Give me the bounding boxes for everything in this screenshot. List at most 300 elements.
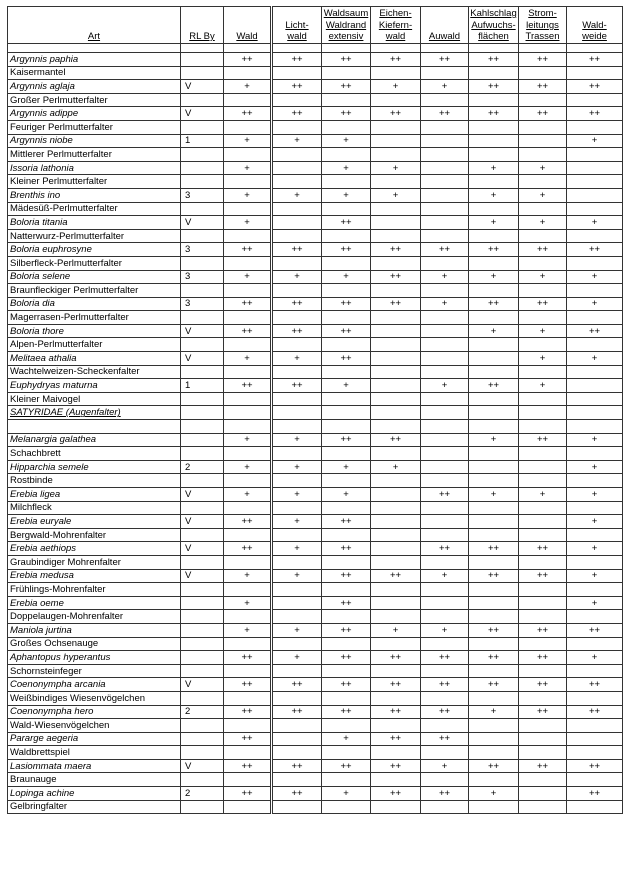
habitat-rating: + xyxy=(469,488,519,502)
habitat-rating: ++ xyxy=(322,759,371,773)
habitat-rating: + xyxy=(322,787,371,801)
habitat-rating: ++ xyxy=(469,651,519,665)
habitat-rating xyxy=(421,188,469,202)
habitat-rating: ++ xyxy=(224,787,272,801)
table-row xyxy=(8,188,623,202)
habitat-rating: + xyxy=(272,433,322,447)
table-body-satyridae xyxy=(8,433,623,814)
habitat-rating: ++ xyxy=(519,569,567,583)
habitat-rating: + xyxy=(322,161,371,175)
habitat-rating xyxy=(421,134,469,148)
habitat-rating xyxy=(469,352,519,366)
species-scientific-name: Erebia medusa xyxy=(8,569,181,583)
species-common-name: Kleiner Maivogel xyxy=(8,392,181,406)
red-list-status: V xyxy=(181,515,224,529)
habitat-rating: + xyxy=(567,352,623,366)
habitat-rating: ++ xyxy=(371,297,421,311)
species-scientific-name: Pararge aegeria xyxy=(8,732,181,746)
habitat-rating: + xyxy=(421,80,469,94)
habitat-rating: + xyxy=(421,569,469,583)
table-row-common xyxy=(8,746,623,760)
table-row xyxy=(8,270,623,284)
habitat-rating xyxy=(421,596,469,610)
habitat-rating: + xyxy=(469,216,519,230)
species-common-name: Alpen-Perlmutterfalter xyxy=(8,338,181,352)
habitat-rating xyxy=(519,134,567,148)
habitat-rating: + xyxy=(272,651,322,665)
habitat-rating: ++ xyxy=(421,107,469,121)
species-common-name: Mittlerer Perlmutterfalter xyxy=(8,148,181,162)
table-row xyxy=(8,759,623,773)
habitat-rating: + xyxy=(567,433,623,447)
habitat-rating: + xyxy=(567,270,623,284)
family-label: SATYRIDAE (Augenfalter) xyxy=(8,406,181,420)
habitat-rating xyxy=(567,379,623,393)
red-list-status: 3 xyxy=(181,297,224,311)
species-common-name: Frühlings-Mohrenfalter xyxy=(8,583,181,597)
species-common-name: Graubindiger Mohrenfalter xyxy=(8,555,181,569)
habitat-rating: + xyxy=(272,623,322,637)
habitat-rating xyxy=(272,216,322,230)
habitat-rating: ++ xyxy=(322,107,371,121)
table-row xyxy=(8,80,623,94)
habitat-rating: ++ xyxy=(519,53,567,67)
habitat-rating: ++ xyxy=(322,623,371,637)
table-row xyxy=(8,107,623,121)
habitat-rating: ++ xyxy=(272,759,322,773)
habitat-rating: + xyxy=(224,216,272,230)
habitat-rating xyxy=(371,596,421,610)
habitat-rating: ++ xyxy=(421,243,469,257)
habitat-rating: + xyxy=(224,161,272,175)
habitat-rating: ++ xyxy=(469,569,519,583)
family-row xyxy=(8,406,623,420)
habitat-rating: ++ xyxy=(519,678,567,692)
habitat-rating: ++ xyxy=(469,243,519,257)
species-scientific-name: Argynnis paphia xyxy=(8,53,181,67)
table-row xyxy=(8,161,623,175)
habitat-rating: + xyxy=(567,515,623,529)
habitat-rating: + xyxy=(224,569,272,583)
habitat-rating: + xyxy=(567,596,623,610)
species-common-name: Schornsteinfeger xyxy=(8,664,181,678)
table-row xyxy=(8,488,623,502)
table-row-common xyxy=(8,447,623,461)
table-row-common xyxy=(8,719,623,733)
habitat-rating: ++ xyxy=(519,297,567,311)
species-scientific-name: Aphantopus hyperantus xyxy=(8,651,181,665)
habitat-rating: ++ xyxy=(371,651,421,665)
habitat-rating: ++ xyxy=(224,515,272,529)
habitat-rating: ++ xyxy=(224,324,272,338)
habitat-rating: ++ xyxy=(322,80,371,94)
habitat-rating: + xyxy=(519,379,567,393)
header-saum: Waldrand extensiv xyxy=(322,20,371,44)
habitat-rating: + xyxy=(272,460,322,474)
table-row-common xyxy=(8,284,623,298)
habitat-rating xyxy=(371,488,421,502)
habitat-rating: + xyxy=(371,80,421,94)
red-list-status: 3 xyxy=(181,243,224,257)
habitat-rating: ++ xyxy=(224,542,272,556)
habitat-rating: ++ xyxy=(519,433,567,447)
habitat-rating: + xyxy=(322,134,371,148)
habitat-rating: ++ xyxy=(272,107,322,121)
table-row-common xyxy=(8,311,623,325)
header-licht: Licht- wald xyxy=(272,20,322,44)
habitat-rating: + xyxy=(224,188,272,202)
habitat-rating: ++ xyxy=(567,787,623,801)
habitat-rating: + xyxy=(469,433,519,447)
habitat-rating xyxy=(371,379,421,393)
red-list-status xyxy=(181,596,224,610)
species-common-name: Wald-Wiesenvögelchen xyxy=(8,719,181,733)
habitat-rating: ++ xyxy=(322,678,371,692)
species-scientific-name: Coenonympha hero xyxy=(8,705,181,719)
habitat-rating: ++ xyxy=(519,705,567,719)
habitat-rating: ++ xyxy=(224,705,272,719)
habitat-rating xyxy=(272,732,322,746)
habitat-rating xyxy=(371,515,421,529)
habitat-rating: ++ xyxy=(322,515,371,529)
habitat-rating xyxy=(567,188,623,202)
table-row xyxy=(8,569,623,583)
header-wald: Wald xyxy=(224,20,272,44)
habitat-rating: + xyxy=(272,542,322,556)
habitat-rating: ++ xyxy=(567,53,623,67)
habitat-rating: ++ xyxy=(224,379,272,393)
habitat-rating: + xyxy=(519,352,567,366)
habitat-rating: ++ xyxy=(519,623,567,637)
habitat-rating: + xyxy=(567,569,623,583)
habitat-rating: ++ xyxy=(272,787,322,801)
habitat-rating: + xyxy=(272,270,322,284)
habitat-rating: + xyxy=(272,188,322,202)
habitat-rating: ++ xyxy=(371,678,421,692)
habitat-rating: ++ xyxy=(567,705,623,719)
species-scientific-name: Lasiommata maera xyxy=(8,759,181,773)
table-row xyxy=(8,216,623,230)
habitat-rating: ++ xyxy=(469,759,519,773)
habitat-rating xyxy=(567,732,623,746)
header-kahl-top: Kahlschlag xyxy=(470,8,517,19)
red-list-status: V xyxy=(181,759,224,773)
habitat-rating: ++ xyxy=(371,787,421,801)
species-scientific-name: Erebia aethiops xyxy=(8,542,181,556)
habitat-rating: ++ xyxy=(567,324,623,338)
habitat-rating: + xyxy=(421,759,469,773)
table-row-common xyxy=(8,256,623,270)
species-common-name: Schachbrett xyxy=(8,447,181,461)
habitat-rating: ++ xyxy=(519,80,567,94)
species-scientific-name: Boloria euphrosyne xyxy=(8,243,181,257)
habitat-rating: + xyxy=(224,623,272,637)
habitat-rating: + xyxy=(322,732,371,746)
species-scientific-name: Hipparchia semele xyxy=(8,460,181,474)
table-row-common xyxy=(8,501,623,515)
habitat-rating: ++ xyxy=(272,53,322,67)
habitat-rating: ++ xyxy=(371,569,421,583)
species-common-name: Großes Ochsenauge xyxy=(8,637,181,651)
habitat-rating: + xyxy=(371,188,421,202)
red-list-status: V xyxy=(181,542,224,556)
habitat-rating: ++ xyxy=(272,243,322,257)
species-scientific-name: Euphydryas maturna xyxy=(8,379,181,393)
habitat-rating: + xyxy=(224,270,272,284)
habitat-rating: + xyxy=(371,460,421,474)
species-common-name: Kaisermantel xyxy=(8,66,181,80)
table-row xyxy=(8,297,623,311)
habitat-rating: + xyxy=(519,188,567,202)
habitat-rating: ++ xyxy=(421,678,469,692)
habitat-rating: ++ xyxy=(322,53,371,67)
habitat-rating xyxy=(519,515,567,529)
habitat-rating: + xyxy=(224,352,272,366)
species-common-name: Feuriger Perlmutterfalter xyxy=(8,120,181,134)
habitat-rating: ++ xyxy=(224,651,272,665)
habitat-rating: + xyxy=(272,569,322,583)
red-list-status: V xyxy=(181,569,224,583)
table-row xyxy=(8,352,623,366)
habitat-rating: ++ xyxy=(371,107,421,121)
habitat-rating: ++ xyxy=(567,759,623,773)
species-scientific-name: Argynnis aglaja xyxy=(8,80,181,94)
habitat-rating: ++ xyxy=(567,80,623,94)
red-list-status: 3 xyxy=(181,188,224,202)
species-common-name: Waldbrettspiel xyxy=(8,746,181,760)
habitat-rating: + xyxy=(567,488,623,502)
habitat-rating: ++ xyxy=(371,433,421,447)
species-scientific-name: Melanargia galathea xyxy=(8,433,181,447)
habitat-rating xyxy=(519,732,567,746)
species-common-name: Rostbinde xyxy=(8,474,181,488)
species-common-name: Milchfleck xyxy=(8,501,181,515)
habitat-rating: ++ xyxy=(224,732,272,746)
table-row xyxy=(8,134,623,148)
table-row-common xyxy=(8,202,623,216)
red-list-status: 1 xyxy=(181,379,224,393)
habitat-rating: + xyxy=(272,352,322,366)
habitat-rating xyxy=(371,216,421,230)
habitat-rating: ++ xyxy=(567,623,623,637)
habitat-rating: ++ xyxy=(322,705,371,719)
table-row-common xyxy=(8,338,623,352)
habitat-rating: ++ xyxy=(371,705,421,719)
table-row xyxy=(8,324,623,338)
habitat-rating xyxy=(469,596,519,610)
habitat-rating: + xyxy=(567,460,623,474)
table-row-common xyxy=(8,583,623,597)
red-list-status: 2 xyxy=(181,460,224,474)
habitat-rating: ++ xyxy=(567,107,623,121)
habitat-rating: + xyxy=(519,270,567,284)
habitat-rating: + xyxy=(224,596,272,610)
habitat-rating: ++ xyxy=(322,352,371,366)
habitat-rating xyxy=(469,460,519,474)
table-row-common xyxy=(8,66,623,80)
habitat-rating xyxy=(371,324,421,338)
red-list-status: V xyxy=(181,80,224,94)
habitat-rating xyxy=(519,596,567,610)
habitat-rating xyxy=(421,324,469,338)
habitat-rating: + xyxy=(519,324,567,338)
table-row xyxy=(8,787,623,801)
species-common-name: Braunfleckiger Perlmutterfalter xyxy=(8,284,181,298)
habitat-rating: ++ xyxy=(224,107,272,121)
habitat-rating: + xyxy=(567,134,623,148)
habitat-rating: + xyxy=(567,542,623,556)
species-scientific-name: Boloria dia xyxy=(8,297,181,311)
habitat-rating xyxy=(421,161,469,175)
habitat-rating: + xyxy=(469,705,519,719)
red-list-status xyxy=(181,623,224,637)
habitat-rating: + xyxy=(567,216,623,230)
habitat-rating xyxy=(272,161,322,175)
header-auwald: Auwald xyxy=(421,20,469,44)
habitat-rating xyxy=(371,352,421,366)
species-scientific-name: Boloria titania xyxy=(8,216,181,230)
table-row xyxy=(8,623,623,637)
table-row-common xyxy=(8,229,623,243)
habitat-rating: ++ xyxy=(519,243,567,257)
table-row xyxy=(8,460,623,474)
table-row xyxy=(8,379,623,393)
red-list-status: 1 xyxy=(181,134,224,148)
red-list-status: 2 xyxy=(181,787,224,801)
habitat-rating xyxy=(421,515,469,529)
habitat-rating: ++ xyxy=(371,732,421,746)
red-list-status xyxy=(181,53,224,67)
red-list-status xyxy=(181,161,224,175)
habitat-rating: + xyxy=(322,270,371,284)
header-art: Art xyxy=(8,20,181,44)
habitat-rating: ++ xyxy=(421,651,469,665)
habitat-rating xyxy=(371,134,421,148)
habitat-rating: + xyxy=(469,324,519,338)
habitat-rating: ++ xyxy=(421,732,469,746)
table-row-common xyxy=(8,555,623,569)
species-scientific-name: Argynnis niobe xyxy=(8,134,181,148)
habitat-rating: + xyxy=(224,433,272,447)
habitat-rating: ++ xyxy=(519,651,567,665)
red-list-status: V xyxy=(181,678,224,692)
habitat-rating: + xyxy=(224,134,272,148)
habitat-rating: ++ xyxy=(371,243,421,257)
habitat-rating xyxy=(469,134,519,148)
habitat-rating: ++ xyxy=(224,53,272,67)
red-list-status: V xyxy=(181,352,224,366)
red-list-status xyxy=(181,651,224,665)
header-rl: RL By xyxy=(181,20,224,44)
red-list-status xyxy=(181,732,224,746)
habitat-rating: + xyxy=(519,216,567,230)
habitat-rating xyxy=(272,596,322,610)
red-list-status: V xyxy=(181,324,224,338)
habitat-rating: ++ xyxy=(469,542,519,556)
table-row-common xyxy=(8,637,623,651)
table-row xyxy=(8,678,623,692)
habitat-rating: ++ xyxy=(567,243,623,257)
habitat-rating xyxy=(371,542,421,556)
habitat-rating: + xyxy=(322,488,371,502)
species-common-name: Großer Perlmutterfalter xyxy=(8,93,181,107)
habitat-rating: + xyxy=(469,787,519,801)
table-row-common xyxy=(8,120,623,134)
red-list-status: 2 xyxy=(181,705,224,719)
table-row xyxy=(8,243,623,257)
habitat-rating: ++ xyxy=(519,759,567,773)
spacer-row xyxy=(8,44,623,53)
habitat-rating: ++ xyxy=(519,542,567,556)
species-scientific-name: Erebia euryale xyxy=(8,515,181,529)
table-row-common xyxy=(8,773,623,787)
habitat-rating: ++ xyxy=(272,297,322,311)
species-scientific-name: Brenthis ino xyxy=(8,188,181,202)
species-scientific-name: Erebia ligea xyxy=(8,488,181,502)
habitat-rating: + xyxy=(469,161,519,175)
habitat-rating: + xyxy=(322,188,371,202)
habitat-rating: + xyxy=(322,460,371,474)
habitat-rating xyxy=(421,216,469,230)
header-art-top xyxy=(8,7,181,21)
habitat-rating: ++ xyxy=(371,270,421,284)
species-scientific-name: Boloria selene xyxy=(8,270,181,284)
species-scientific-name: Issoria lathonia xyxy=(8,161,181,175)
habitat-rating: ++ xyxy=(371,53,421,67)
species-scientific-name: Erebia oeme xyxy=(8,596,181,610)
habitat-rating: ++ xyxy=(421,542,469,556)
habitat-rating: + xyxy=(371,623,421,637)
table-row-common xyxy=(8,148,623,162)
header-row xyxy=(8,20,623,44)
header-eichen-top: Eichen- xyxy=(371,7,421,21)
table-row-common xyxy=(8,93,623,107)
header-licht-top xyxy=(272,7,322,21)
table-body-nymphalidae xyxy=(8,53,623,406)
habitat-rating: ++ xyxy=(421,53,469,67)
habitat-rating: ++ xyxy=(421,787,469,801)
table-row-common xyxy=(8,474,623,488)
habitat-rating: ++ xyxy=(469,297,519,311)
red-list-status xyxy=(181,433,224,447)
table-row-common xyxy=(8,392,623,406)
habitat-rating xyxy=(567,161,623,175)
habitat-rating: + xyxy=(272,134,322,148)
species-common-name: Wachtelweizen-Scheckenfalter xyxy=(8,365,181,379)
table-row xyxy=(8,651,623,665)
habitat-rating: ++ xyxy=(469,379,519,393)
header-strom-top: Strom- xyxy=(519,7,567,21)
habitat-rating: + xyxy=(519,488,567,502)
habitat-rating: ++ xyxy=(322,216,371,230)
table-row-common xyxy=(8,800,623,814)
habitat-rating: ++ xyxy=(421,705,469,719)
habitat-rating: + xyxy=(421,623,469,637)
habitat-rating: + xyxy=(469,188,519,202)
table-row-common xyxy=(8,610,623,624)
species-common-name: Silberfleck-Perlmutterfalter xyxy=(8,256,181,270)
table-row-common xyxy=(8,365,623,379)
species-scientific-name: Lopinga achine xyxy=(8,787,181,801)
habitat-rating: + xyxy=(224,488,272,502)
table-row-common xyxy=(8,528,623,542)
habitat-rating: ++ xyxy=(322,569,371,583)
habitat-rating: ++ xyxy=(322,324,371,338)
habitat-rating: ++ xyxy=(469,678,519,692)
header-auwald-top xyxy=(421,7,469,21)
habitat-rating: ++ xyxy=(322,596,371,610)
red-list-status: V xyxy=(181,107,224,121)
